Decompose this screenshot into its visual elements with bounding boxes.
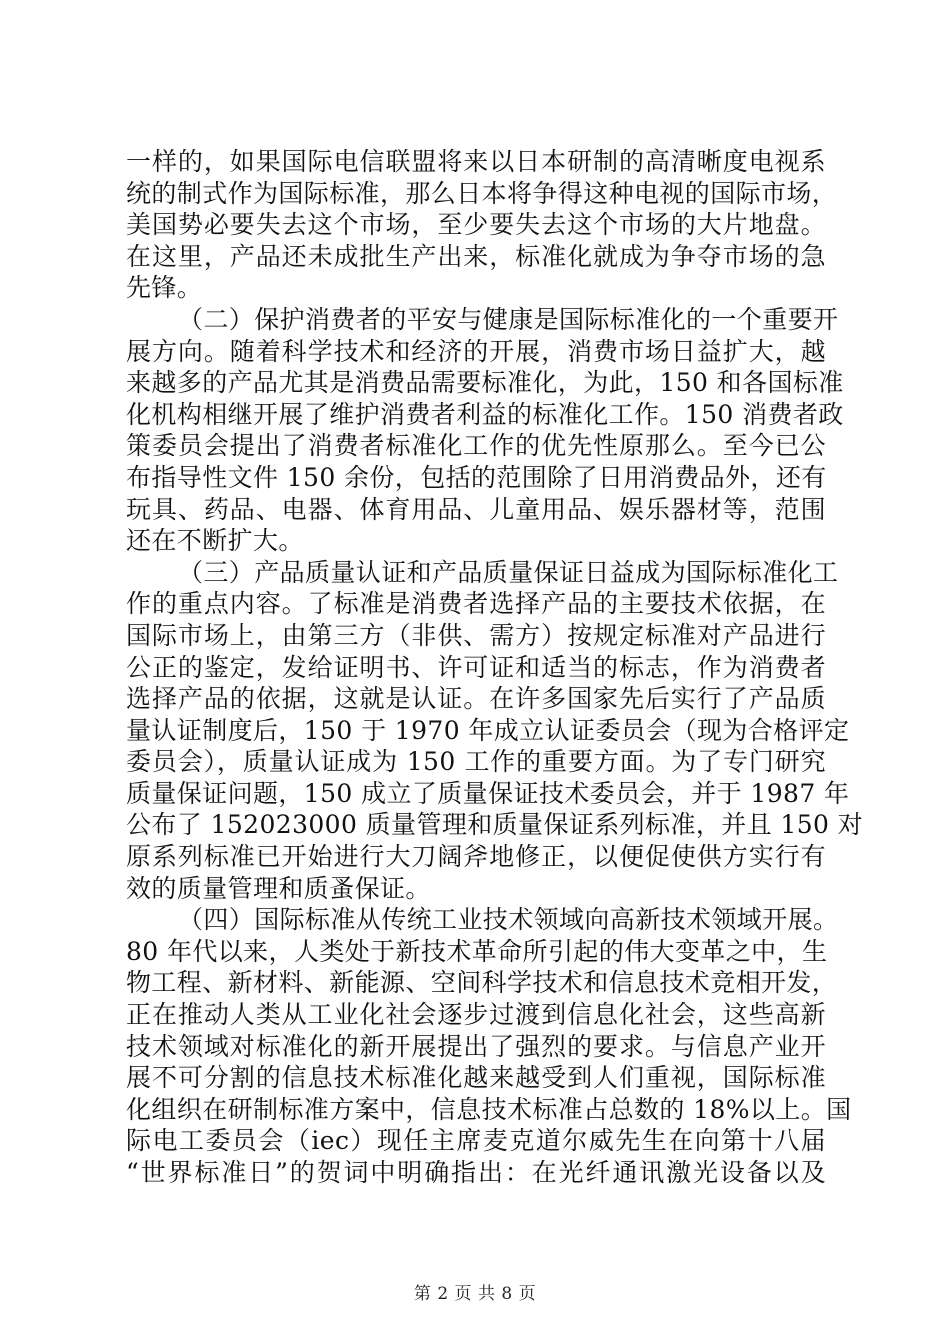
text-line: 量认证制度后，150 于 1970 年成立认证委员会（现为合格评定: [126, 715, 850, 745]
text-line: 质量保证问题，150 成立了质量保证技术委员会，并于 1987 年: [126, 778, 850, 808]
text-line: 在这里，产品还未成批生产出来，标准化就成为争夺市场的急: [126, 241, 826, 271]
text-line: （二）保护消费者的平安与健康是国际标准化的一个重要开: [178, 304, 839, 334]
text-line: 化机构相继开展了维护消费者利益的标准化工作。150 消费者政: [126, 399, 844, 429]
text-line: 布指导性文件 150 余份，包括的范围除了日用消费品外，还有: [126, 462, 827, 492]
text-line: （四）国际标准从传统工业技术领域向高新技术领域开展。: [178, 905, 839, 935]
text-line: 国际市场上，由第三方（非供、需方）按规定标准对产品进行: [126, 620, 826, 650]
text-line: 80 年代以来，人类处于新技术革命所引起的伟大变革之中，生: [126, 936, 828, 966]
text-line: 委员会），质量认证成为 150 工作的重要方面。为了专门研究: [126, 747, 826, 777]
text-line: 来越多的产品尤其是消费品需要标准化，为此，150 和各国标准: [126, 368, 844, 398]
page-number-footer: 第 2 页 共 8 页: [413, 1284, 537, 1304]
text-line: 还在不断扩大。: [126, 526, 304, 556]
text-line: 正在推动人类从工业化社会逐步过渡到信息化社会，这些高新: [126, 1000, 826, 1030]
body-text: [126, 146, 864, 1189]
text-line: 玩具、药品、电器、体育用品、儿童用品、娱乐器材等，范围: [126, 494, 826, 524]
text-line: 化组织在研制标准方案中，信息技术标准占总数的 18%以上。国: [126, 1094, 852, 1124]
text-line: 公布了 152023000 质量管理和质量保证系列标准，并且 150 对: [126, 810, 864, 840]
text-line: 公正的鉴定，发给证明书、许可证和适当的标志，作为消费者: [126, 652, 826, 682]
text-line: 物工程、新材料、新能源、空间科学技术和信息技术竞相开发，: [126, 968, 838, 998]
text-line: （三）产品质量认证和产品质量保证日益成为国际标准化工: [178, 557, 839, 587]
text-line: 选择产品的依据，这就是认证。在许多国家先后实行了产品质: [126, 684, 826, 714]
text-line: 作的重点内容。了标准是消费者选择产品的主要技术依据，在: [126, 589, 826, 619]
text-line: 统的制式作为国际标准，那么日本将争得这种电视的国际市场，: [126, 178, 838, 208]
text-line: 原系列标准已开始进行大刀阔斧地修正，以便促使供方实行有: [126, 842, 826, 872]
text-line: 先锋。: [126, 273, 203, 303]
text-line: 技术领域对标准化的新开展提出了强烈的要求。与信息产业开: [126, 1031, 826, 1061]
text-line: “世界标准日”的贺词中明确指出：在光纤通讯激光设备以及: [126, 1158, 826, 1187]
text-line: 策委员会提出了消费者标准化工作的优先性原那么。至今已公: [126, 431, 826, 461]
text-line: 展不可分割的信息技术标准化越来越受到人们重视，国际标准: [126, 1063, 826, 1093]
text-line: 效的质量管理和质蚤保证。: [126, 873, 431, 903]
text-line: 展方向。随着科学技术和经济的开展，消费市场日益扩大，越: [126, 336, 826, 366]
text-line: 美国势必要失去这个市场，至少要失去这个市场的大片地盘。: [126, 210, 826, 240]
text-line: 际电工委员会（iec）现任主席麦克道尔威先生在向第十八届: [126, 1126, 826, 1156]
text-line: 一样的，如果国际电信联盟将来以日本研制的高清晰度电视系: [126, 147, 826, 176]
